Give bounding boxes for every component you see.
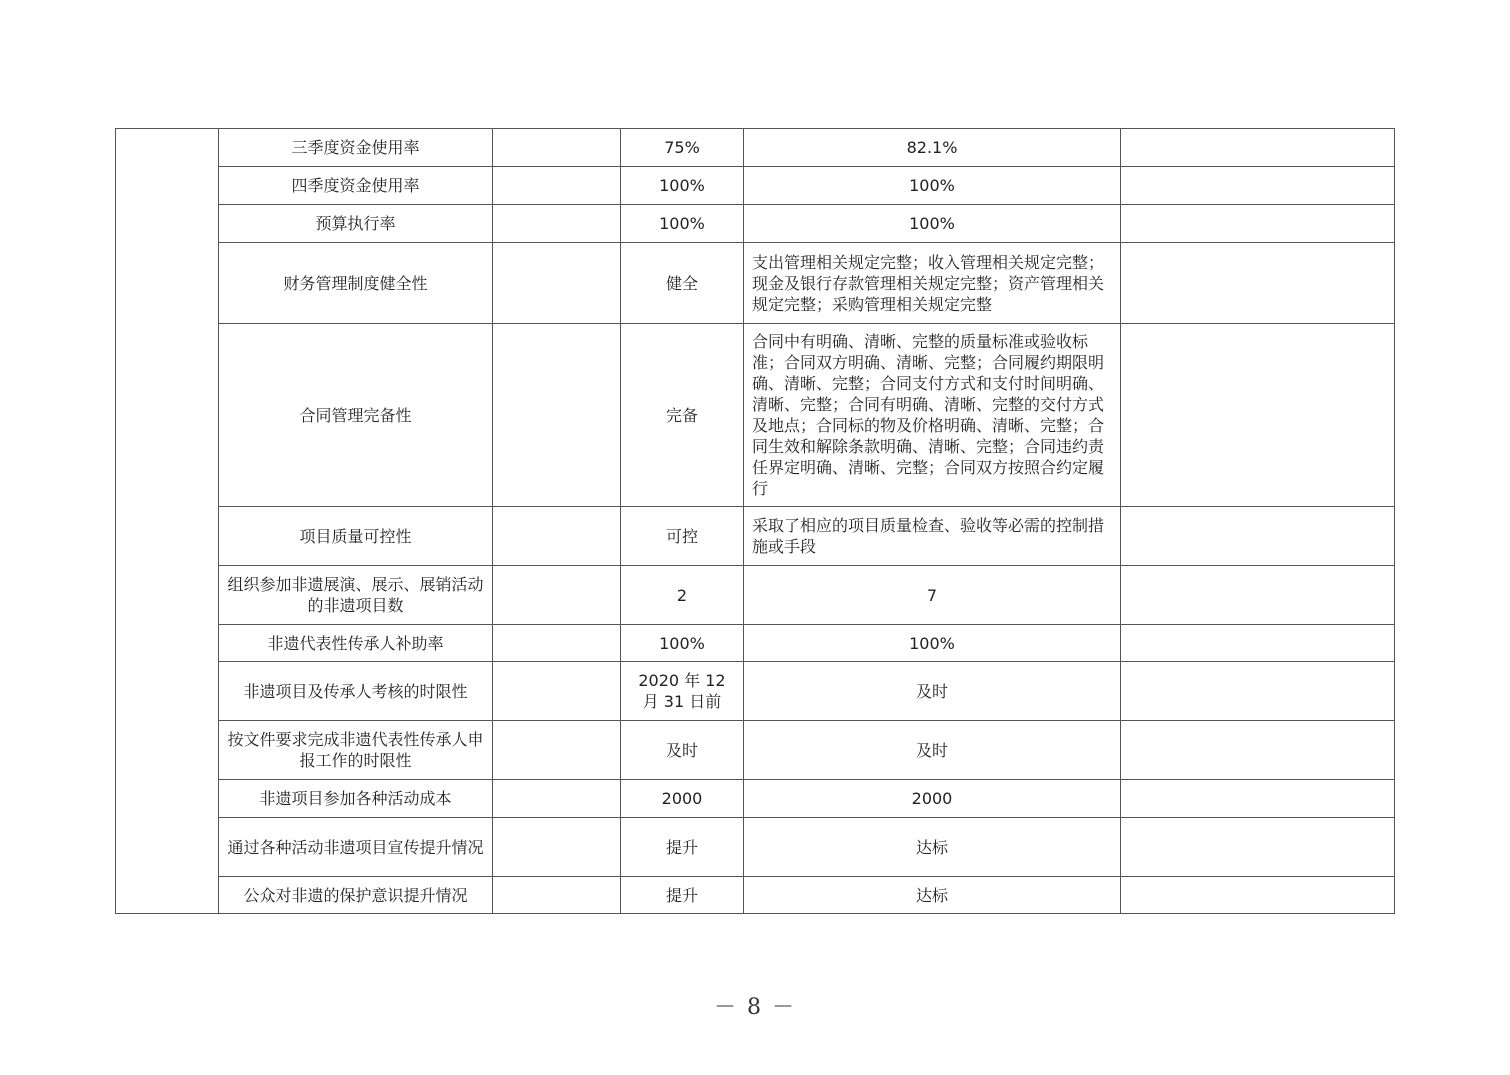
blank-cell <box>493 818 621 877</box>
remark-cell <box>1121 167 1395 205</box>
actual-cell: 100% <box>744 205 1121 243</box>
actual-cell: 合同中有明确、清晰、完整的质量标准或验收标准；合同双方明确、清晰、完整；合同履约期限明确、清晰、完整；合同支付方式和支付时间明确、清晰、完整；合同有明确、清晰、完整的交付方式及地点；合同标的物及价格明确、清晰、完整；合同生效和解除条款明确、清晰、完整；合同违约责任界定明确、清晰、完整；合同双方按照合约定履行 <box>744 324 1121 507</box>
actual-cell: 达标 <box>744 877 1121 914</box>
indicator-cell: 非遗项目参加各种活动成本 <box>219 780 493 818</box>
blank-cell <box>493 662 621 721</box>
remark-cell <box>1121 818 1395 877</box>
remark-cell <box>1121 721 1395 780</box>
target-cell: 及时 <box>621 721 744 780</box>
table-row <box>116 205 1395 243</box>
indicator-cell: 四季度资金使用率 <box>219 167 493 205</box>
remark-cell <box>1121 877 1395 914</box>
blank-cell <box>493 507 621 566</box>
remark-cell <box>1121 780 1395 818</box>
target-cell: 提升 <box>621 877 744 914</box>
actual-cell: 支出管理相关规定完整；收入管理相关规定完整；现金及银行存款管理相关规定完整；资产管理相关规定完整；采购管理相关规定完整 <box>744 243 1121 324</box>
target-cell: 100% <box>621 625 744 662</box>
actual-cell: 及时 <box>744 662 1121 721</box>
table-row <box>116 129 1395 167</box>
blank-cell <box>493 167 621 205</box>
page-number: － 8 － <box>714 995 796 1020</box>
target-cell: 2 <box>621 566 744 625</box>
indicator-cell: 项目质量可控性 <box>219 507 493 566</box>
actual-cell: 及时 <box>744 721 1121 780</box>
indicator-cell: 财务管理制度健全性 <box>219 243 493 324</box>
remark-cell <box>1121 324 1395 507</box>
target-cell: 健全 <box>621 243 744 324</box>
blank-cell <box>493 625 621 662</box>
indicator-cell: 预算执行率 <box>219 205 493 243</box>
blank-cell <box>493 566 621 625</box>
target-cell: 2020 年 12 月 31 日前 <box>621 662 744 721</box>
table-row <box>116 566 1395 625</box>
table-row <box>116 625 1395 662</box>
blank-cell <box>493 721 621 780</box>
blank-cell <box>493 129 621 167</box>
target-cell: 可控 <box>621 507 744 566</box>
table-row <box>116 877 1395 914</box>
actual-cell: 2000 <box>744 780 1121 818</box>
actual-cell: 7 <box>744 566 1121 625</box>
table-row <box>116 780 1395 818</box>
indicator-cell: 组织参加非遗展演、展示、展销活动的非遗项目数 <box>219 566 493 625</box>
blank-cell <box>493 205 621 243</box>
evaluation-table <box>115 128 1395 914</box>
table-row <box>116 721 1395 780</box>
blank-cell <box>493 324 621 507</box>
indicator-cell: 合同管理完备性 <box>219 324 493 507</box>
blank-cell <box>493 243 621 324</box>
table-row <box>116 818 1395 877</box>
table-row <box>116 324 1395 507</box>
remark-cell <box>1121 129 1395 167</box>
actual-cell: 82.1% <box>744 129 1121 167</box>
remark-cell <box>1121 507 1395 566</box>
remark-cell <box>1121 205 1395 243</box>
target-cell: 100% <box>621 205 744 243</box>
target-cell: 75% <box>621 129 744 167</box>
remark-cell <box>1121 566 1395 625</box>
actual-cell: 达标 <box>744 818 1121 877</box>
actual-cell: 100% <box>744 625 1121 662</box>
remark-cell <box>1121 243 1395 324</box>
indicator-cell: 按文件要求完成非遗代表性传承人申报工作的时限性 <box>219 721 493 780</box>
table-row <box>116 662 1395 721</box>
table-row <box>116 167 1395 205</box>
target-cell: 2000 <box>621 780 744 818</box>
actual-cell: 采取了相应的项目质量检查、验收等必需的控制措施或手段 <box>744 507 1121 566</box>
table-row <box>116 507 1395 566</box>
category-cell <box>116 129 219 914</box>
target-cell: 100% <box>621 167 744 205</box>
indicator-cell: 通过各种活动非遗项目宣传提升情况 <box>219 818 493 877</box>
blank-cell <box>493 780 621 818</box>
remark-cell <box>1121 662 1395 721</box>
table-row <box>116 243 1395 324</box>
indicator-cell: 三季度资金使用率 <box>219 129 493 167</box>
blank-cell <box>493 877 621 914</box>
indicator-cell: 非遗代表性传承人补助率 <box>219 625 493 662</box>
target-cell: 完备 <box>621 324 744 507</box>
indicator-cell: 非遗项目及传承人考核的时限性 <box>219 662 493 721</box>
actual-cell: 100% <box>744 167 1121 205</box>
target-cell: 提升 <box>621 818 744 877</box>
remark-cell <box>1121 625 1395 662</box>
indicator-cell: 公众对非遗的保护意识提升情况 <box>219 877 493 914</box>
